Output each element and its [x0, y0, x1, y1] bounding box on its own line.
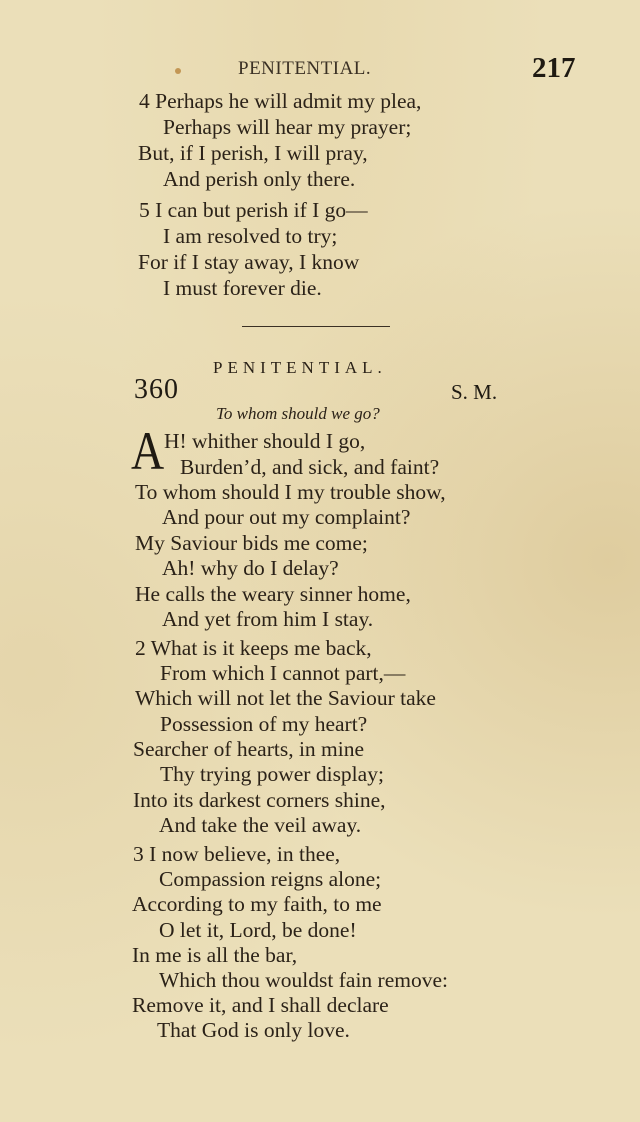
verse-line: To whom should I my trouble show, [135, 480, 446, 504]
verse-line: For if I stay away, I know [138, 250, 360, 274]
verse-line: H! whither should I go, [164, 429, 366, 453]
verse-line: Searcher of hearts, in mine [133, 737, 365, 761]
verse-line: 5 I can but perish if I go— [139, 198, 368, 222]
verse-line: Into its darkest corners shine, [133, 788, 386, 812]
verse-line: In me is all the bar, [132, 943, 298, 967]
verse-line: 4 Perhaps he will admit my plea, [139, 89, 422, 113]
verse-line: And perish only there. [163, 167, 356, 191]
verse-line: Which will not let the Saviour take [135, 686, 436, 710]
ink-spot [175, 68, 181, 74]
verse-line: I must forever die. [163, 276, 322, 300]
verse-line: According to my faith, to me [132, 892, 382, 916]
verse-line: And take the veil away. [159, 813, 362, 837]
verse-line: Possession of my heart? [160, 712, 368, 736]
verse-line: And pour out my complaint? [162, 505, 411, 529]
verse-line: Ah! why do I delay? [162, 556, 339, 580]
verse-line: Burden’d, and sick, and faint? [180, 455, 440, 479]
verse-line: And yet from him I stay. [162, 607, 374, 631]
section-heading: PENITENTIAL. [213, 358, 387, 377]
hymn-meter: S. M. [451, 380, 498, 404]
verse-line: Thy trying power display; [160, 762, 384, 786]
verse-line: Which thou wouldst fain remove: [159, 968, 448, 992]
verse-line: I am resolved to try; [163, 224, 338, 248]
hymn-number: 360 [134, 374, 179, 405]
verse-line: From which I cannot part,— [160, 661, 406, 685]
section-divider [242, 326, 390, 327]
verse-line: 2 What is it keeps me back, [135, 636, 372, 660]
verse-line: My Saviour bids me come; [135, 531, 368, 555]
verse-line: O let it, Lord, be done! [159, 918, 357, 942]
verse-line: But, if I perish, I will pray, [138, 141, 368, 165]
verse-line: Perhaps will hear my prayer; [163, 115, 412, 139]
verse-line: Remove it, and I shall declare [132, 993, 389, 1017]
running-title: PENITENTIAL. [238, 58, 372, 79]
page-number: 217 [532, 52, 576, 84]
verse-line: That God is only love. [157, 1018, 350, 1042]
hymn-subtitle: To whom should we go? [216, 404, 380, 423]
verse-line: He calls the weary sinner home, [135, 582, 411, 606]
drop-cap: A [131, 421, 165, 481]
verse-line: Compassion reigns alone; [159, 867, 382, 891]
verse-line: 3 I now believe, in thee, [133, 842, 341, 866]
